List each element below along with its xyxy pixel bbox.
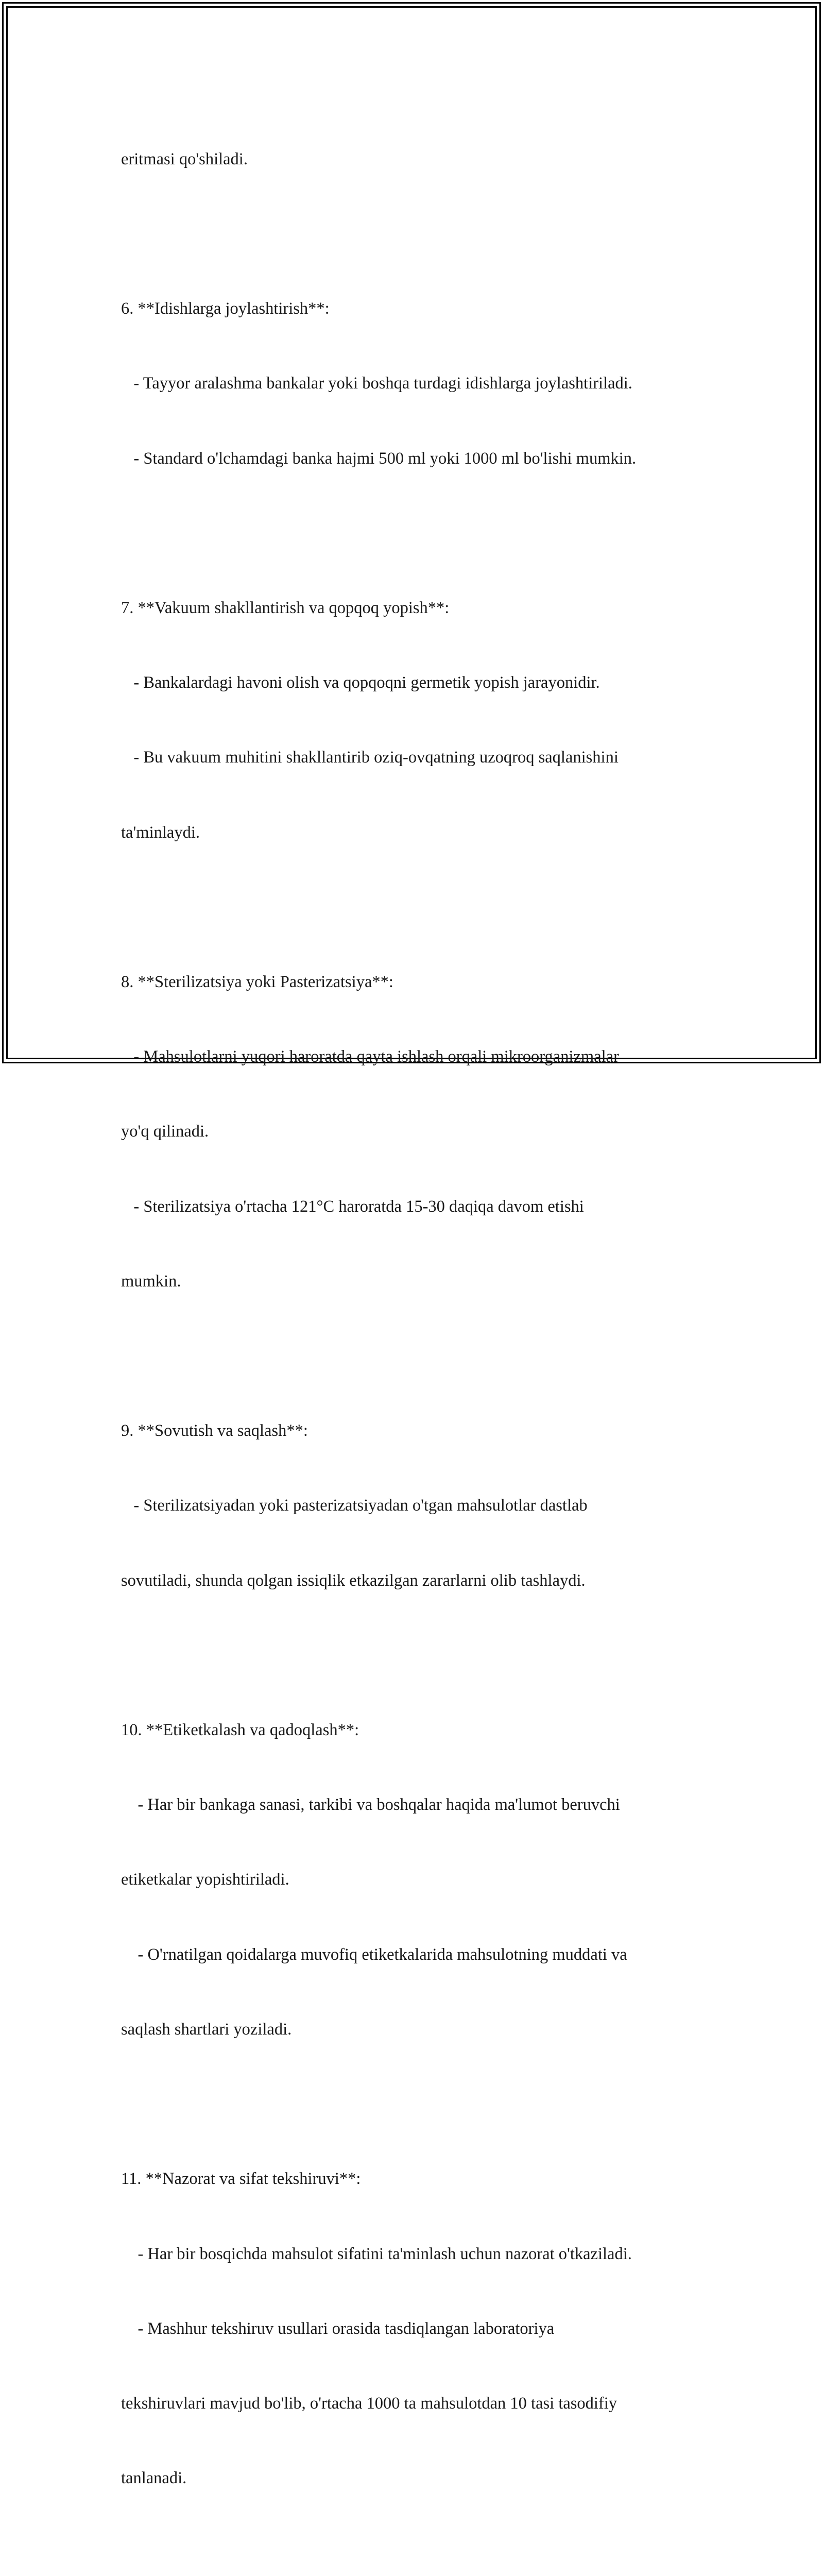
text-line	[121, 1643, 739, 1668]
text-line	[121, 222, 739, 246]
text-line: - Sterilizatsiya o'rtacha 121°C haroratda 15-30 daqiqa davom etishi	[121, 1197, 584, 1216]
text-line: - Bankalardagi havoni olish va qopqoqni germetik yopish jarayonidir.	[121, 673, 600, 692]
text-line	[121, 895, 739, 920]
text-line: saqlash shartlari yoziladi.	[121, 2020, 292, 2039]
text-line: - Mashhur tekshiruv usullari orasida tasdiqlangan laboratoriya	[121, 2319, 555, 2338]
text-line: ta'minlaydi.	[121, 823, 200, 842]
text-line	[121, 521, 739, 546]
text-line: yo'q qilinadi.	[121, 1122, 209, 1141]
document-body	[121, 97, 739, 2576]
text-line: eritmasi qo'shiladi.	[121, 149, 248, 168]
text-line: etiketkalar yopishtiriladi.	[121, 1870, 289, 1889]
step-9-heading: 9. **Sovutish va saqlash**:	[121, 1421, 308, 1440]
text-line: - Har bir bosqichda mahsulot sifatini ta'minlash uchun nazorat o'tkaziladi.	[121, 2244, 632, 2263]
text-line: mumkin.	[121, 1272, 181, 1291]
step-11-heading: 11. **Nazorat va sifat tekshiruvi**:	[121, 2170, 361, 2189]
text-line: tekshiruvlari mavjud bo'lib, o'rtacha 1000 ta mahsulotdan 10 tasi tasodifiy	[121, 2394, 617, 2413]
text-line	[121, 1344, 739, 1368]
text-line: - Har bir bankaga sanasi, tarkibi va boshqalar haqida ma'lumot beruvchi	[121, 1795, 620, 1815]
text-line	[121, 2092, 739, 2116]
step-10-heading: 10. **Etiketkalash va qadoqlash**:	[121, 1721, 359, 1740]
text-line: - Standard o'lchamdagi banka hajmi 500 ml yoki 1000 ml bo'lishi mumkin.	[121, 449, 637, 468]
step-8-heading: 8. **Sterilizatsiya yoki Pasterizatsiya**:	[121, 973, 393, 992]
text-line: - Bu vakuum muhitini shakllantirib oziq-ovqatning uzoqroq saqlanishini	[121, 748, 619, 767]
step-6-heading: 6. **Idishlarga joylashtirish**:	[121, 299, 330, 318]
text-line: - Mahsulotlarni yuqori haroratda qayta ishlash orqali mikroorganizmalar	[121, 1047, 619, 1066]
text-line: sovutiladi, shunda qolgan issiqlik etkazilgan zararlarni olib tashlaydi.	[121, 1571, 586, 1590]
step-7-heading: 7. **Vakuum shakllantirish va qopqoq yopish**:	[121, 599, 450, 618]
text-line: - Sterilizatsiyadan yoki pasterizatsiyadan o'tgan mahsulotlar dastlab	[121, 1496, 588, 1515]
text-line: - Tayyor aralashma bankalar yoki boshqa turdagi idishlarga joylashtiriladi.	[121, 374, 632, 393]
text-line	[121, 2540, 739, 2565]
text-line: tanlanadi.	[121, 2469, 187, 2488]
text-line: - O'rnatilgan qoidalarga muvofiq etiketkalarida mahsulotning muddati va	[121, 1945, 627, 1964]
